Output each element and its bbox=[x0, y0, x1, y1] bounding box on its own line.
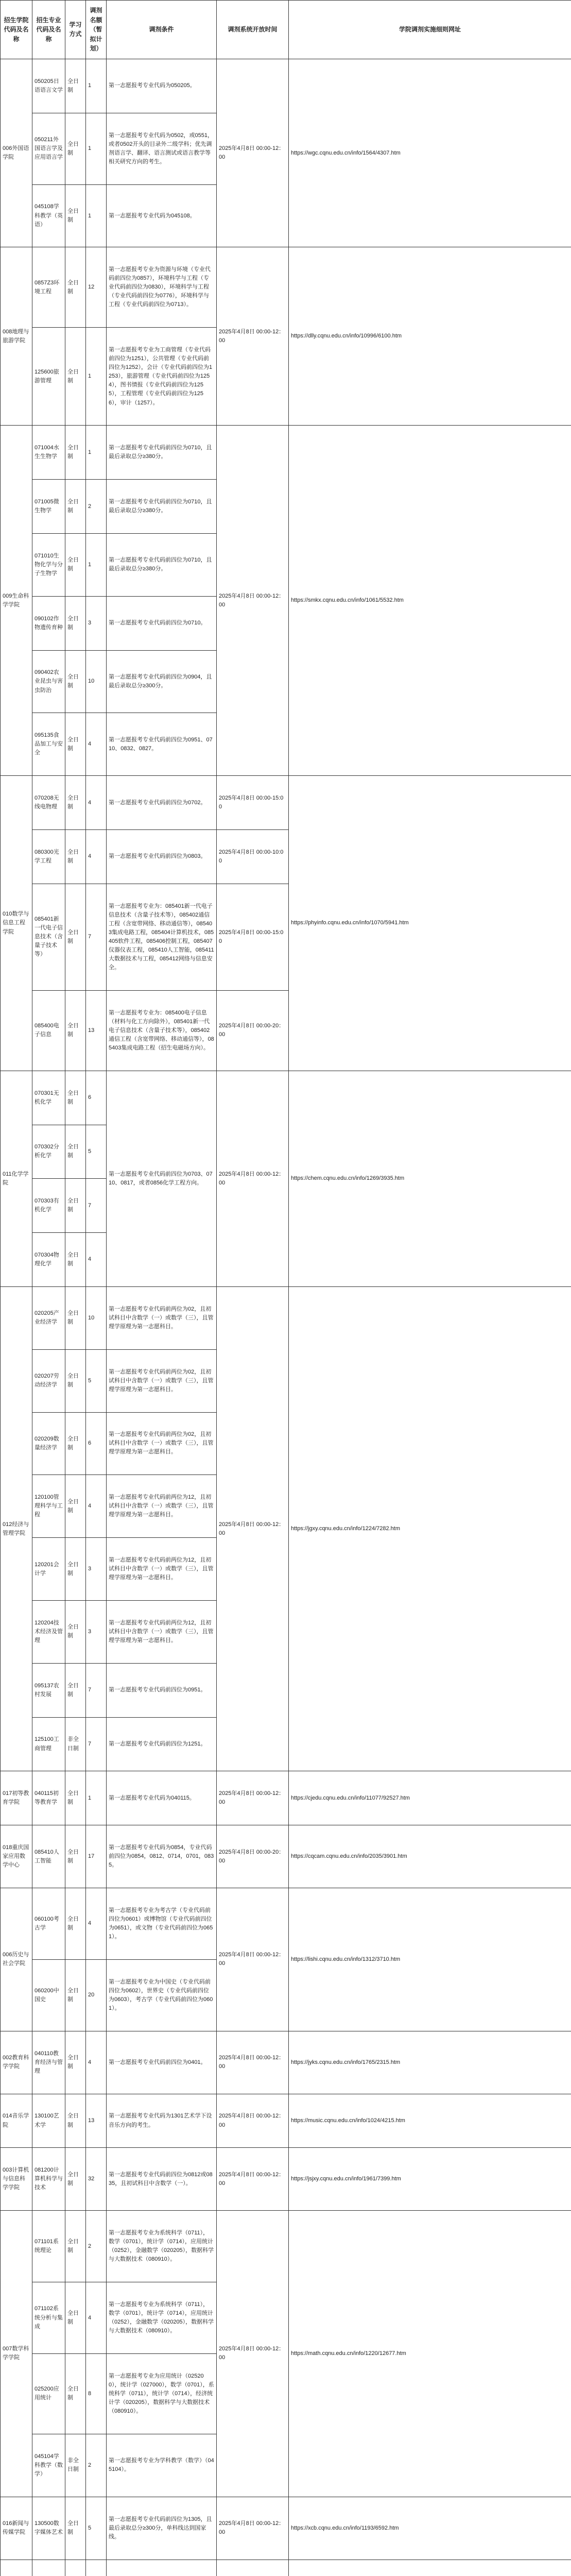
major-cell: 020209数量经济学 bbox=[32, 1412, 65, 1475]
rules-url-cell[interactable]: https://jyks.cqnu.edu.cn/info/1765/2315.htm bbox=[289, 2031, 571, 2094]
major-cell: 045108学科教学（英语） bbox=[32, 184, 65, 247]
quota-cell: 1 bbox=[86, 59, 107, 113]
mode-cell: 全日制 bbox=[65, 533, 86, 596]
quota-cell: 32 bbox=[86, 2148, 107, 2211]
major-cell: 090402农业昆虫与害虫防治 bbox=[32, 650, 65, 713]
table-row bbox=[1, 1286, 571, 1349]
condition-cell: 第一志愿报考专业为资源与环境（专业代码前四位为0857），环境科学与工程（专业代码前四位为0830），环境科学与工程（专业代码前四位为0776），环境科学与工程（专业代码前四位为0713）。 bbox=[107, 247, 217, 328]
quota-cell: 8 bbox=[86, 2353, 107, 2434]
open-time-cell: 2025年4月8日 00:00-12：00 bbox=[217, 426, 289, 776]
condition-cell: 第一志愿报考专业为系统科学（0711），数学（0701），统计学（0714），应用统计（0252），金融数学（020205），数据科学与大数据技术（080910）。 bbox=[107, 2211, 217, 2282]
major-cell: 0857Z3环境工程 bbox=[32, 247, 65, 328]
college-name-cell: 008地理与旅游学院 bbox=[1, 247, 32, 426]
open-time-cell: 2025年4月8日 00:00-12：00 bbox=[217, 2094, 289, 2148]
open-time-cell: 2025年4月8日 00:00-12：00 bbox=[217, 2211, 289, 2497]
college-name-cell: 003计算机与信息科学学院 bbox=[1, 2148, 32, 2211]
mode-cell: 全日制 bbox=[65, 1349, 86, 1412]
condition-cell: 第一志愿报考专业代码为050205。 bbox=[107, 59, 217, 113]
condition-cell: 第一志愿报考专业代码前四位为0702。 bbox=[107, 776, 217, 830]
quota-cell: 13 bbox=[86, 990, 107, 1071]
rules-url-cell[interactable]: https://music.cqnu.edu.cn/info/1024/4215.htm bbox=[289, 2094, 571, 2148]
major-cell: 071004水生生物学 bbox=[32, 426, 65, 480]
open-time-cell: 2025年4月8日 00:00-15:00 bbox=[217, 884, 289, 990]
quota-cell: 6 bbox=[86, 1071, 107, 1125]
mode-cell: 全日制 bbox=[65, 596, 86, 650]
quota-cell: 4 bbox=[86, 1475, 107, 1538]
college-name-cell: 006外国语学院 bbox=[1, 59, 32, 247]
mode-cell: 全日制 bbox=[65, 884, 86, 990]
quota-cell: 1 bbox=[86, 426, 107, 480]
major-cell: 085401新一代电子信息技术（含量子技术等） bbox=[32, 884, 65, 990]
quota-cell: 7 bbox=[86, 1179, 107, 1233]
condition-cell: 第一志愿报考专业代码前两位为02，且初试科目中含数学（一）或数学（三），且管理学原理为第一志愿科目。 bbox=[107, 1286, 217, 1349]
condition-cell: 第一志愿报考专业代码前四位为0951。 bbox=[107, 1663, 217, 1717]
table-row bbox=[1, 776, 571, 830]
open-time-cell: 2025年4月8日 00:00-12：00 bbox=[217, 1771, 289, 1825]
major-cell: 070302分析化学 bbox=[32, 1125, 65, 1179]
header-condition: 调剂条件 bbox=[107, 1, 217, 59]
quota-cell: 20 bbox=[86, 1959, 107, 2031]
rules-url-cell[interactable]: https://cjedu.cqnu.edu.cn/info/11077/92527.htm bbox=[289, 1771, 571, 1825]
condition-cell: 第一志愿报考专业代码前四位为1251。 bbox=[107, 1717, 217, 1771]
condition-cell: 第一志愿报考专业代码前四位为0710，且最后录取总分≥380分。 bbox=[107, 533, 217, 596]
mode-cell: 全日制 bbox=[65, 1825, 86, 1888]
major-cell: 025200应用统计 bbox=[32, 2353, 65, 2434]
table-row bbox=[1, 59, 571, 113]
header-mode: 学习方式 bbox=[65, 1, 86, 59]
mode-cell: 非全日制 bbox=[65, 1717, 86, 1771]
college-name-cell: 012经济与管理学院 bbox=[1, 1286, 32, 1771]
condition-cell: 第一志愿报考专业代码前四位为0703、0710、0817，或者0856化学工程方向。 bbox=[107, 1071, 217, 1286]
condition-cell: 第一志愿报考专业代码为040115。 bbox=[107, 1771, 217, 1825]
major-cell: 095135食品加工与安全 bbox=[32, 713, 65, 776]
mode-cell: 全日制 bbox=[65, 480, 86, 534]
condition-cell: 第一志愿报考专业代码为045108。 bbox=[107, 184, 217, 247]
rules-url-cell[interactable]: https://dlly.cqnu.edu.cn/info/10996/6100.htm bbox=[289, 247, 571, 426]
open-time-cell: 2025年4月8日 00:00-20：00 bbox=[217, 1825, 289, 1888]
quota-cell: 10 bbox=[86, 1286, 107, 1349]
quota-cell: 2 bbox=[86, 2434, 107, 2497]
condition-cell: 第一志愿报考专业为：085401新一代电子信息技术（含量子技术等），085402通信工程（含宽带网络、移动通信等），085403集成电路工程，085404计算机技术，085405软件工程，085406控制工程，085407仪器仪表工程，085410人工智能，085411大数据技术与工程，085412网络与信息安全。 bbox=[107, 884, 217, 990]
major-cell bbox=[32, 2560, 65, 2576]
major-cell: 120100管理科学与工程 bbox=[32, 1475, 65, 1538]
condition-cell: 第一志愿报考专业为：085400电子信息（材料与化工方向除外），085401新一代电子信息技术（含量子技术等），085402通信工程（含宽带网络、移动通信等），085403集成电路工程（招生电磁场方向）。 bbox=[107, 990, 217, 1071]
condition-cell: 第一志愿报考专业代码前四位为0812或0835，且初试科目中含数学（一）。 bbox=[107, 2148, 217, 2211]
quota-cell: 7 bbox=[86, 1717, 107, 1771]
mode-cell: 全日制 bbox=[65, 2148, 86, 2211]
quota-cell: 4 bbox=[86, 2282, 107, 2354]
mode-cell: 全日制 bbox=[65, 1888, 86, 1960]
mode-cell: 全日制 bbox=[65, 2211, 86, 2282]
mode-cell: 全日制 bbox=[65, 1179, 86, 1233]
major-cell: 040110教育经济与管理 bbox=[32, 2031, 65, 2094]
quota-cell: 4 bbox=[86, 830, 107, 884]
table-body bbox=[1, 59, 571, 2576]
quota-cell: 4 bbox=[86, 1888, 107, 1960]
rules-url-cell[interactable]: https://smkx.cqnu.edu.cn/info/1061/5532.htm bbox=[289, 426, 571, 776]
major-cell: 071101系统理论 bbox=[32, 2211, 65, 2282]
condition-cell: 第一志愿报考专业代码为0502，或0551，或者0502开头的目录外二级学科；优先调剂语言学、翻译、语言测试或语言教学等相关研究方向的考生。 bbox=[107, 113, 217, 184]
table-row bbox=[1, 2497, 571, 2560]
table-row bbox=[1, 426, 571, 480]
college-name-cell: 016新闻与传媒学院 bbox=[1, 2497, 32, 2560]
college-name-cell: 017初等教育学院 bbox=[1, 1771, 32, 1825]
table-row bbox=[1, 2211, 571, 2282]
major-cell: 090102作物遗传育种 bbox=[32, 596, 65, 650]
open-time-cell: 2025年4月8日 00:00-12：00 bbox=[217, 2031, 289, 2094]
table-row bbox=[1, 2094, 571, 2148]
quota-cell: 6 bbox=[86, 1412, 107, 1475]
mode-cell: 全日制 bbox=[65, 1071, 86, 1125]
condition-cell: 第一志愿报考专业代码为1301艺术学下设音乐方向的考生。 bbox=[107, 2094, 217, 2148]
table-row bbox=[1, 2031, 571, 2094]
mode-cell: 非全日制 bbox=[65, 2434, 86, 2497]
quota-cell: 5 bbox=[86, 2497, 107, 2560]
rules-url-cell[interactable]: https://phyinfo.cqnu.edu.cn/info/1070/5941.htm bbox=[289, 776, 571, 1071]
major-cell: 125600旅游管理 bbox=[32, 328, 65, 426]
mode-cell: 全日制 bbox=[65, 1663, 86, 1717]
college-name-cell: 002教育科学学院 bbox=[1, 2031, 32, 2094]
major-cell: 070301无机化学 bbox=[32, 1071, 65, 1125]
major-cell: 085410人工智能 bbox=[32, 1825, 65, 1888]
college-name-cell: 007数学科学学院 bbox=[1, 2211, 32, 2497]
table-row bbox=[1, 1071, 571, 1125]
condition-cell: 第一志愿报考专业代码前四位为1305，且最后录取总分≥300分，单科线达到国家线。 bbox=[107, 2497, 217, 2560]
quota-cell: 10 bbox=[86, 650, 107, 713]
condition-cell: 第一志愿报考专业代码前两位为12，且初试科目中含数学（一）或数学（三），且管理学原理为第一志愿科目。 bbox=[107, 1475, 217, 1538]
condition-cell: 第一志愿报考专业代码前四位为0951、0710、0832、0827。 bbox=[107, 713, 217, 776]
rules-url-cell[interactable]: https://chem.cqnu.edu.cn/info/1269/3935.htm bbox=[289, 1071, 571, 1286]
mode-cell: 全日制 bbox=[65, 713, 86, 776]
mode-cell: 全日制 bbox=[65, 426, 86, 480]
quota-cell: 4 bbox=[86, 713, 107, 776]
quota-cell bbox=[86, 2560, 107, 2576]
condition-cell: 第一志愿报考专业为工商管理（专业代码前四位为1251），公共管理（专业代码前四位为1252），会计（专业代码前四位为1253），旅游管理（专业代码前四位为1254），图书情报（专业代码前四位为1255），工程管理（专业代码前四位为1256），审计（1257）。 bbox=[107, 328, 217, 426]
major-cell: 070303有机化学 bbox=[32, 1179, 65, 1233]
condition-cell: 第一志愿报考专业代码前四位为0710，且最后录取总分≥380分。 bbox=[107, 426, 217, 480]
mode-cell: 全日制 bbox=[65, 830, 86, 884]
rules-url-cell[interactable] bbox=[289, 2560, 571, 2576]
quota-cell: 7 bbox=[86, 1663, 107, 1717]
major-cell: 130100艺术学 bbox=[32, 2094, 65, 2148]
college-name-cell: 018重庆国家应用数学中心 bbox=[1, 1825, 32, 1888]
condition-cell: 第一志愿报考专业代码为0854，专业代码前四位为0854，0812、0714，0701，0835。 bbox=[107, 1825, 217, 1888]
header-quota: 调剂名额（暂拟计划） bbox=[86, 1, 107, 59]
mode-cell: 全日制 bbox=[65, 650, 86, 713]
quota-cell: 1 bbox=[86, 533, 107, 596]
mode-cell: 全日制 bbox=[65, 113, 86, 184]
mode-cell: 全日制 bbox=[65, 1959, 86, 2031]
rules-url-cell[interactable]: https://wgc.cqnu.edu.cn/info/1564/4307.htm bbox=[289, 59, 571, 247]
condition-cell: 第一志愿报考专业代码前两位为02，且初试科目中含数学（一）或数学（三），且管理学原理为第一志愿科目。 bbox=[107, 1412, 217, 1475]
college-name-cell: 011化学学院 bbox=[1, 1071, 32, 1286]
mode-cell: 全日制 bbox=[65, 184, 86, 247]
major-cell: 040115初等教育学 bbox=[32, 1771, 65, 1825]
rules-url-cell[interactable]: https://jgxy.cqnu.edu.cn/info/1224/7282.htm bbox=[289, 1286, 571, 1771]
quota-cell: 1 bbox=[86, 1771, 107, 1825]
header-major: 招生专业代码及名称 bbox=[32, 1, 65, 59]
major-cell: 020205产业经济学 bbox=[32, 1286, 65, 1349]
table-row bbox=[1, 1888, 571, 1960]
table-row bbox=[1, 1825, 571, 1888]
table-row bbox=[1, 1771, 571, 1825]
quota-cell: 4 bbox=[86, 1233, 107, 1287]
mode-cell: 全日制 bbox=[65, 1601, 86, 1664]
major-cell: 120201会计学 bbox=[32, 1538, 65, 1601]
college-name-cell bbox=[1, 2560, 32, 2576]
open-time-cell: 2025年4月8日 00:00-12：00 bbox=[217, 1888, 289, 2031]
major-cell: 120204技术经济及管理 bbox=[32, 1601, 65, 1664]
open-time-cell: 2025年4月8日 00:00-12：00 bbox=[217, 247, 289, 426]
condition-cell bbox=[107, 2560, 217, 2576]
header-college: 招生学院代码及名称 bbox=[1, 1, 32, 59]
rules-url-cell[interactable]: https://jsjxy.cqnu.edu.cn/info/1961/7399.htm bbox=[289, 2148, 571, 2211]
mode-cell: 全日制 bbox=[65, 1538, 86, 1601]
college-name-cell: 006历史与社会学院 bbox=[1, 1888, 32, 2031]
condition-cell: 第一志愿报考专业代码前两位为12，且初试科目中含数学（一）或数学（三），且管理学原理为第一志愿科目。 bbox=[107, 1538, 217, 1601]
open-time-cell: 2025年4月8日 00:00-12：00 bbox=[217, 59, 289, 247]
major-cell: 071010生物化学与分子生物学 bbox=[32, 533, 65, 596]
condition-cell: 第一志愿报考专业为系统科学（0711），数学（0701），统计学（0714），应用统计（0252），金融数学（020205），数据科学与大数据技术（080910）。 bbox=[107, 2282, 217, 2354]
open-time-cell: 2025年4月8日 00:00-20：00 bbox=[217, 990, 289, 1071]
college-name-cell: 014音乐学院 bbox=[1, 2094, 32, 2148]
rules-url-cell[interactable]: https://cqcam.cqnu.edu.cn/info/2035/3901.htm bbox=[289, 1825, 571, 1888]
quota-cell: 5 bbox=[86, 1349, 107, 1412]
condition-cell: 第一志愿报考专业为学科教学（数学）（045104）。 bbox=[107, 2434, 217, 2497]
mode-cell: 全日制 bbox=[65, 1233, 86, 1287]
mode-cell: 全日制 bbox=[65, 2094, 86, 2148]
major-cell: 060200中国史 bbox=[32, 1959, 65, 2031]
major-cell: 081200计算机科学与技术 bbox=[32, 2148, 65, 2211]
quota-cell: 7 bbox=[86, 884, 107, 990]
college-name-cell: 009生命科学学院 bbox=[1, 426, 32, 776]
major-cell: 095137农村发展 bbox=[32, 1663, 65, 1717]
rules-url-cell[interactable]: https://lishi.cqnu.edu.cn/info/1312/3710.htm bbox=[289, 1888, 571, 2031]
condition-cell: 第一志愿报考专业代码前四位为0803。 bbox=[107, 830, 217, 884]
major-cell: 071005微生物学 bbox=[32, 480, 65, 534]
quota-cell: 1 bbox=[86, 328, 107, 426]
condition-cell: 第一志愿报考专业为应用统计（025200），统计学（027000），数学（0701），系统科学（0711），统计学（0714），经济统计学（020205），数据科学与大数据技术（080910）。 bbox=[107, 2353, 217, 2434]
major-cell: 080300光学工程 bbox=[32, 830, 65, 884]
condition-cell: 第一志愿报考专业为中国史（专业代码前四位为0602），世界史（专业代码前四位为0603），考古学（专业代码前四位为0601）。 bbox=[107, 1959, 217, 2031]
mode-cell: 全日制 bbox=[65, 776, 86, 830]
open-time-cell: 2025年4月8日 00:00-15:00 bbox=[217, 776, 289, 830]
condition-cell: 第一志愿报考专业代码前四位为0401。 bbox=[107, 2031, 217, 2094]
rules-url-cell[interactable]: https://math.cqnu.edu.cn/info/1220/12677.htm bbox=[289, 2211, 571, 2497]
major-cell: 020207劳动经济学 bbox=[32, 1349, 65, 1412]
mode-cell: 全日制 bbox=[65, 247, 86, 328]
quota-cell: 3 bbox=[86, 1538, 107, 1601]
mode-cell: 全日制 bbox=[65, 1125, 86, 1179]
mode-cell: 全日制 bbox=[65, 59, 86, 113]
quota-cell: 13 bbox=[86, 2094, 107, 2148]
major-cell: 125100工商管理 bbox=[32, 1717, 65, 1771]
condition-cell: 第一志愿报考专业为考古学（专业代码前四位为0601）或博物馆（专业代码前四位为0651），或文物（专业代码前四位为0651）。 bbox=[107, 1888, 217, 1960]
quota-cell: 1 bbox=[86, 113, 107, 184]
quota-cell: 4 bbox=[86, 776, 107, 830]
mode-cell: 全日制 bbox=[65, 990, 86, 1071]
table-row bbox=[1, 2148, 571, 2211]
major-cell: 070304物理化学 bbox=[32, 1233, 65, 1287]
open-time-cell bbox=[217, 2560, 289, 2576]
rules-url-cell[interactable]: https://xcb.cqnu.edu.cn/info/1193/6592.htm bbox=[289, 2497, 571, 2560]
quota-cell: 3 bbox=[86, 1601, 107, 1664]
open-time-cell: 2025年4月8日 00:00-12：00 bbox=[217, 1071, 289, 1286]
mode-cell: 全日制 bbox=[65, 1475, 86, 1538]
table-row bbox=[1, 247, 571, 328]
college-name-cell: 010数学与信息工程学院 bbox=[1, 776, 32, 1071]
mode-cell: 全日制 bbox=[65, 328, 86, 426]
condition-cell: 第一志愿报考专业代码前两位为02，且初试科目中含数学（一）或数学（三），且管理学原理为第一志愿科目。 bbox=[107, 1349, 217, 1412]
quota-cell: 12 bbox=[86, 247, 107, 328]
major-cell: 050211外国语言学及应用语言学 bbox=[32, 113, 65, 184]
major-cell: 070208无线电物理 bbox=[32, 776, 65, 830]
table-header-row bbox=[1, 1, 571, 59]
table-row bbox=[1, 2560, 571, 2576]
mode-cell: 全日制 bbox=[65, 2282, 86, 2354]
header-rules-url: 学院调剂实施细则网址 bbox=[289, 1, 571, 59]
major-cell: 060100考古学 bbox=[32, 1888, 65, 1960]
major-cell: 050205日语语言文学 bbox=[32, 59, 65, 113]
quota-cell: 2 bbox=[86, 2211, 107, 2282]
condition-cell: 第一志愿报考专业代码前四位为0710，且最后录取总分≥380分。 bbox=[107, 480, 217, 534]
major-cell: 045104学科教学（数学） bbox=[32, 2434, 65, 2497]
mode-cell bbox=[65, 2560, 86, 2576]
mode-cell: 全日制 bbox=[65, 1412, 86, 1475]
mode-cell: 全日制 bbox=[65, 2031, 86, 2094]
quota-cell: 4 bbox=[86, 2031, 107, 2094]
quota-cell: 17 bbox=[86, 1825, 107, 1888]
mode-cell: 全日制 bbox=[65, 2497, 86, 2560]
quota-cell: 1 bbox=[86, 184, 107, 247]
major-cell: 085400电子信息 bbox=[32, 990, 65, 1071]
open-time-cell: 2025年4月8日 00:00-10:00 bbox=[217, 830, 289, 884]
condition-cell: 第一志愿报考专业代码前两位为12，且初试科目中含数学（一）或数学（三），且管理学原理为第一志愿科目。 bbox=[107, 1601, 217, 1664]
open-time-cell: 2025年4月8日 00:00-12：00 bbox=[217, 2148, 289, 2211]
mode-cell: 全日制 bbox=[65, 2353, 86, 2434]
open-time-cell: 2025年4月8日 00:00-12：00 bbox=[217, 2497, 289, 2560]
major-cell: 071102系统分析与集成 bbox=[32, 2282, 65, 2354]
mode-cell: 全日制 bbox=[65, 1771, 86, 1825]
quota-cell: 2 bbox=[86, 480, 107, 534]
header-open-time: 调剂系统开放时间 bbox=[217, 1, 289, 59]
quota-cell: 5 bbox=[86, 1125, 107, 1179]
mode-cell: 全日制 bbox=[65, 1286, 86, 1349]
condition-cell: 第一志愿报考专业代码前四位为0710。 bbox=[107, 596, 217, 650]
condition-cell: 第一志愿报考专业代码前四位为0904，且最后录取总分≥300分。 bbox=[107, 650, 217, 713]
quota-cell: 3 bbox=[86, 596, 107, 650]
open-time-cell: 2025年4月8日 00:00-12：00 bbox=[217, 1286, 289, 1771]
major-cell: 130500数字媒体艺术 bbox=[32, 2497, 65, 2560]
